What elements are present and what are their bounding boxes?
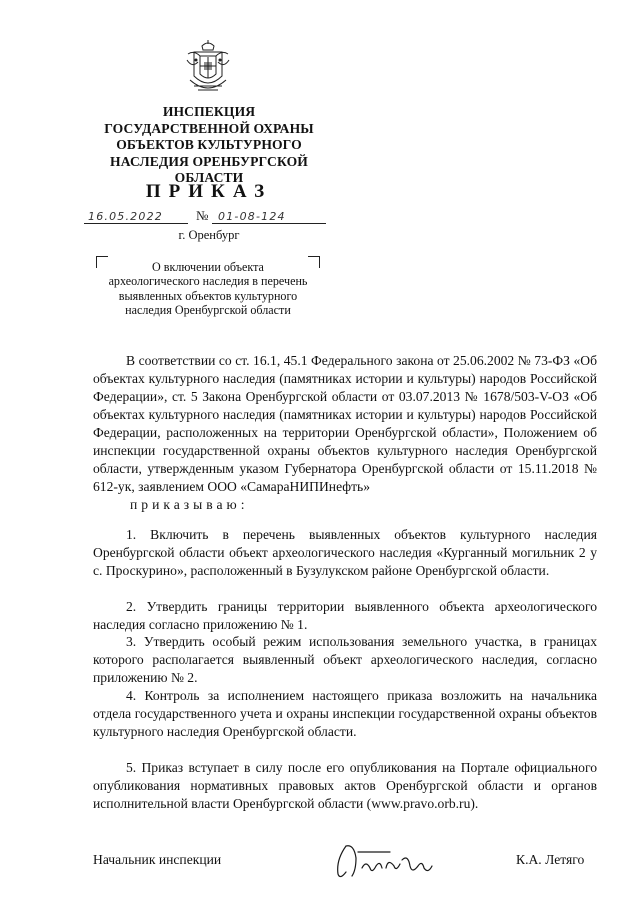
order-word: приказываю: <box>130 497 249 512</box>
order-item-5: 5. Приказ вступает в силу после его опубликования на Портале официального опубликования нормативных правовых актов Оренбургской области и органов исполнительной власти Оренбургской области (www.pravo.orb.ru). <box>93 760 597 811</box>
order-item-4: 4. Контроль за исполнением настоящего приказа возложить на начальника отдела государственного учета и охраны инспекции государственной охраны объектов культурного наследия Оренбургской области. <box>93 688 597 739</box>
coat-of-arms-icon <box>184 40 232 96</box>
date-underline <box>84 223 188 224</box>
document-type-title: ПРИКАЗ <box>145 181 273 202</box>
organization-line: НАСЛЕДИЯ ОРЕНБУРГСКОЙ <box>110 153 308 169</box>
subject-line: археологического наследия в перечень <box>108 274 308 289</box>
preamble-paragraph: В соответствии со ст. 16.1, 45.1 Федерального закона от 25.06.2002 № 73-ФЗ «Об объектах культурного наследия (памятниках истории и культуры) народов Российской Федерации», ст. 5 Закона Оренбургской области от 03.07.2013 № 1678/503-V-ОЗ «Об объектах культурного наследия (памятниках истории и культуры) народов Российской Федерации, расположенных на территории Оренбургской области», Положением об инспекции государственной охраны объектов культурного наследия Оренбургской области, утвержденным указом Губернатора Оренбургской области от 15.11.2018 № 612-ук, заявлением ООО «СамараНИПИнефть» <box>93 353 597 494</box>
organization-line: ИНСПЕКЦИЯ <box>162 104 256 119</box>
order-date: 16.05.2022 <box>88 210 163 223</box>
order-item-1: 1. Включить в перечень выявленных объектов культурного наследия Оренбургской области объект археологического наследия «Курганный могильник 2 у с. Проскурино», расположенный в Бузулукском районе Оренбургской области. <box>93 527 597 578</box>
organization-name <box>96 104 322 187</box>
subject-line: наследия Оренбургской области <box>125 303 291 318</box>
date-number-line <box>84 208 344 226</box>
signatory-position: Начальник инспекции <box>93 852 222 867</box>
order-number: 01-08-124 <box>218 210 286 223</box>
signatory-name: К.А. Летяго <box>516 852 585 867</box>
number-underline <box>212 223 326 224</box>
handwritten-signature <box>332 838 444 882</box>
number-sign: № <box>196 208 209 223</box>
order-item-2: 2. Утвердить границы территории выявленного объекта археологического наследия согласно приложению № 1. <box>93 599 597 632</box>
organization-line: ОБЪЕКТОВ КУЛЬТУРНОГО <box>116 137 302 153</box>
city-name: г. Оренбург <box>178 228 240 242</box>
organization-line: ОБЛАСТИ <box>174 170 244 186</box>
order-item-3: 3. Утвердить особый режим использования земельного участка, в границах которого располагается выявленный объект археологического наследия, согласно приложению № 2. <box>93 634 597 685</box>
subject-line: выявленных объектов культурного <box>118 288 298 303</box>
order-subject <box>100 260 316 318</box>
organization-line: ГОСУДАРСТВЕННОЙ ОХРАНЫ <box>104 120 314 136</box>
subject-line: О включении объекта <box>152 260 264 274</box>
